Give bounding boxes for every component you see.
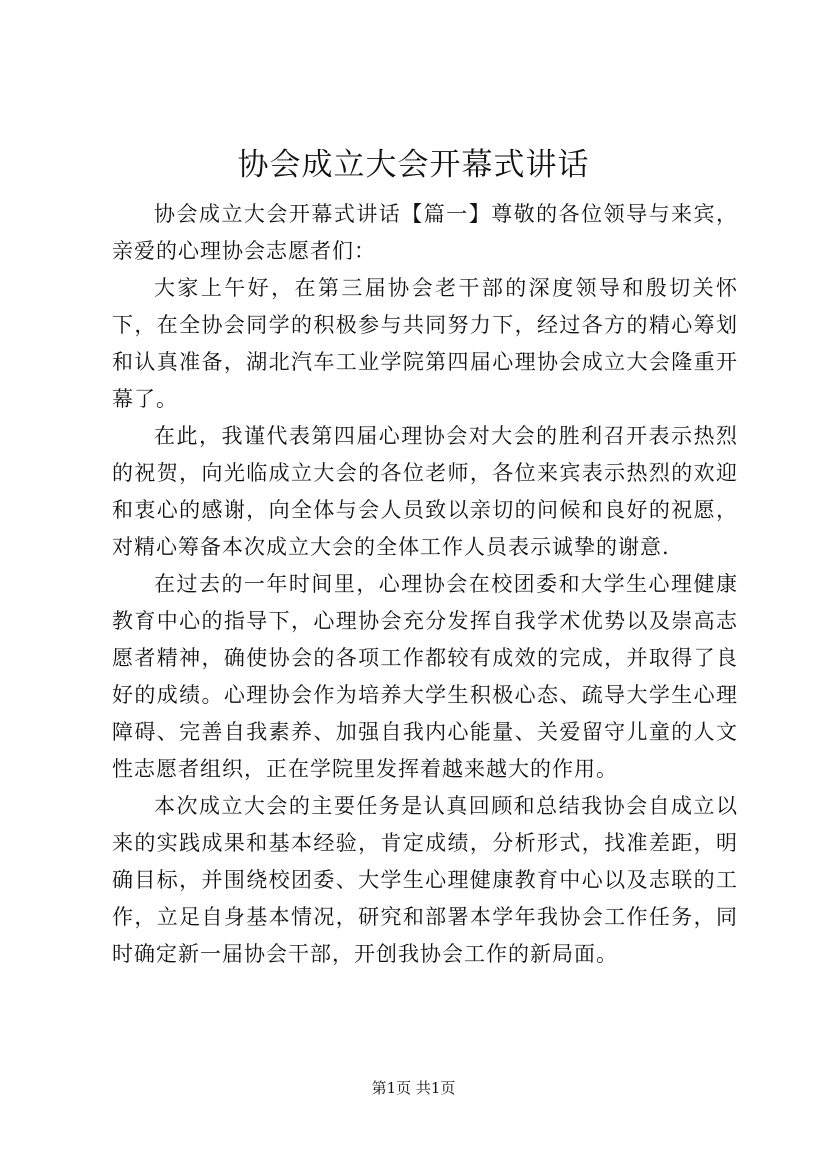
paragraph-5: 本次成立大会的主要任务是认真回顾和总结我协会自成立以来的实践成果和基本经验，肯定成绩，分析形式，找准差距，明确目标，并围绕校团委、大学生心理健康教育中心以及志联的工作，立足自身基本情况，研究和部署本学年我协会工作任务，同时确定新一届协会干部，开创我协会工作的新局面。 bbox=[112, 794, 738, 966]
paragraph-3: 在此，我谨代表第四届心理协会对大会的胜利召开表示热烈的祝贺，向光临成立大会的各位老师，各位来宾表示热烈的欢迎和衷心的感谢，向全体与会人员致以亲切的问候和良好的祝愿，对精心筹备本次成立大会的全体工作人员表示诚挚的谢意. bbox=[112, 424, 738, 559]
paragraph-2: 大家上午好，在第三届协会老干部的深度领导和殷切关怀下，在全协会同学的积极参与共同努力下，经过各方的精心筹划和认真准备，湖北汽车工业学院第四届心理协会成立大会隆重开幕了。 bbox=[112, 276, 738, 411]
document-title: 协会成立大会开幕式讲话 bbox=[237, 147, 590, 183]
document-body bbox=[112, 196, 738, 973]
page-number-footer: 第1页 共1页 bbox=[371, 1079, 456, 1097]
paragraph-1: 协会成立大会开幕式讲话【篇一】尊敬的各位领导与来宾，亲爱的心理协会志愿者们： bbox=[112, 202, 738, 263]
paragraph-4: 在过去的一年时间里，心理协会在校团委和大学生心理健康教育中心的指导下，心理协会充分发挥自我学术优势以及崇高志愿者精神，确使协会的各项工作都较有成效的完成，并取得了良好的成绩。心理协会作为培养大学生积极心态、疏导大学生心理障碍、完善自我素养、加强自我内心能量、关爱留守儿童的人文性志愿者组织，正在学院里发挥着越来越大的作用。 bbox=[112, 572, 738, 781]
